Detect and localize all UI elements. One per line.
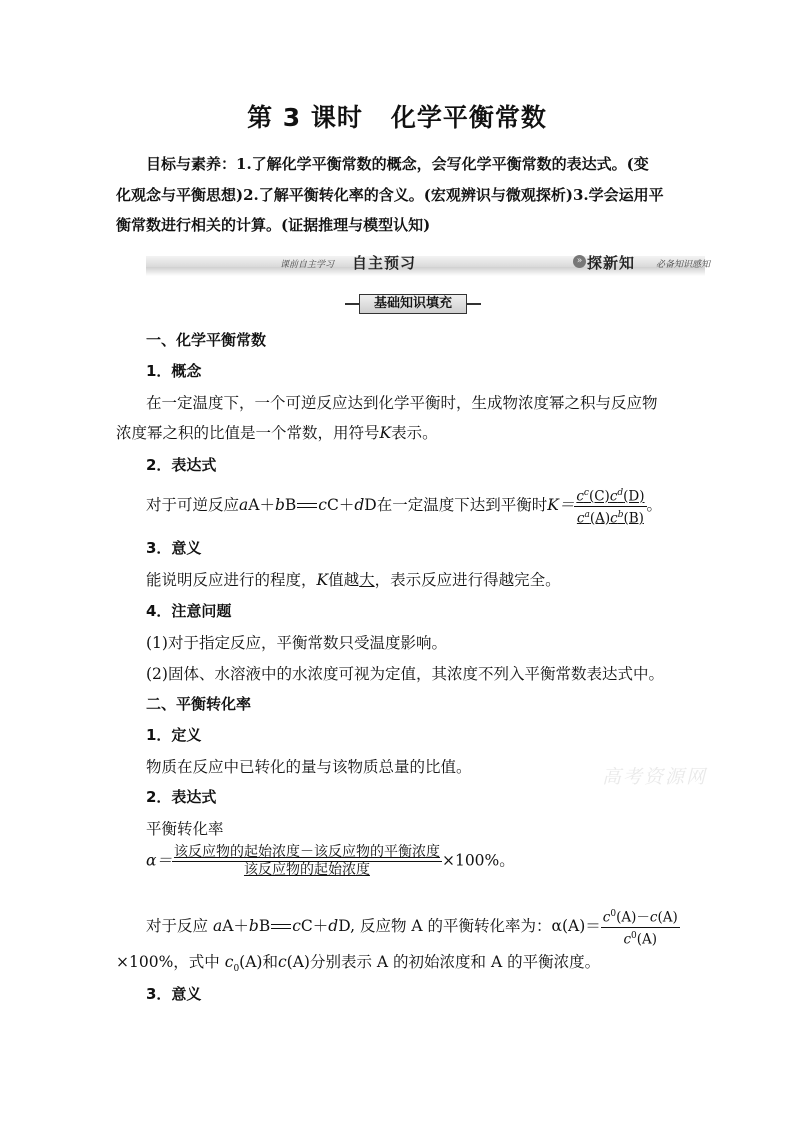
note-2: (2)固体、水溶液中的水浓度可视为定值，其浓度不列入平衡常数表达式中。 [146, 665, 664, 683]
k-symbol: K [379, 424, 392, 442]
expression-intro: 对于可逆反应 [146, 496, 240, 514]
meaning-text-a: 能说明反应进行的程度， [146, 571, 317, 589]
note-1: (1)对于指定反应，平衡常数只受温度影响。 [146, 634, 447, 652]
concept-text: 浓度幂之积的比值是一个常数，用符号 [116, 424, 380, 442]
watermark: 高考资源网 [602, 766, 708, 788]
continuation-a: ×100%，式中 [116, 953, 220, 971]
reaction-equation-2: aA＋bB cC＋dD [212, 917, 351, 935]
fill-label: 基础知识填充 [359, 294, 467, 314]
conversion-formula [146, 844, 515, 879]
section-banner [146, 254, 711, 278]
expression-condition: 在一定温度下达到平衡时 [376, 496, 548, 514]
banner-title-1: 自主预习 [352, 254, 417, 272]
example-line [146, 906, 680, 948]
fraction-numerator: 该反应物的起始浓度－该反应物的平衡浓度 [173, 844, 440, 860]
expression-heading: 2．表达式 [146, 456, 217, 474]
fraction-denominator: 该反应物的起始浓度 [243, 862, 370, 878]
fill-label-box [345, 294, 481, 314]
banner-arrow-icon: » [573, 255, 586, 268]
concept-end: 表示。 [391, 424, 438, 442]
definition-text: 物质在反应中已转化的量与该物质总量的比值。 [146, 758, 472, 776]
reaction-equation: aA＋bB cC＋dD [239, 496, 377, 514]
concept-heading: 1．概念 [146, 362, 202, 380]
objectives-line-3: 衡常数进行相关的计算。(证据推理与模型认知) [116, 216, 431, 234]
k-symbol-2: K [316, 571, 329, 589]
conversion-meaning-heading: 3．意义 [146, 985, 202, 1003]
meaning-text-c: ，表示反应进行得越完全。 [374, 571, 561, 589]
conversion-fraction [172, 844, 442, 879]
conversion-label: 平衡转化率 [146, 820, 224, 838]
k-fraction: $\frac{c^c(C)c^d(D)}{c^a(A)c^b(B)}$ [574, 485, 646, 527]
objectives-line-2: 化观念与平衡思想)2.了解平衡转化率的含义。(宏观辨识与微观探析)3.学会运用平 [116, 186, 664, 204]
meaning-text-b: 值越 [328, 571, 360, 589]
alpha-a-fraction: $\frac{c^0(A)-c(A)}{c^0(A)}$ [601, 906, 680, 948]
meaning-fill: 大 [359, 571, 375, 589]
notes-heading: 4．注意问题 [146, 602, 232, 620]
concept-line-1: 在一定温度下，一个可逆反应达到化学平衡时，生成物浓度幂之积与反应物 [146, 394, 658, 412]
conversion-expression-heading: 2．表达式 [146, 788, 217, 806]
percent-suffix: ×100%。 [441, 851, 515, 870]
alpha-a-equals: α(A)＝ [551, 917, 601, 935]
banner-left-note: 课前自主学习 [280, 260, 335, 270]
example-intro: 对于反应 [146, 917, 209, 935]
banner-title-2: 探新知 [587, 254, 636, 272]
lesson-title: 化学平衡常数 [390, 103, 547, 132]
section-2-heading: 二、平衡转化率 [146, 695, 252, 713]
continuation-c: 分别表示 A 的初始浓度和 A 的平衡浓度。 [309, 953, 601, 971]
example-text: , 反应物 A 的平衡转化率为： [350, 917, 552, 935]
continuation-b: 和 [262, 953, 278, 971]
concept-line-2 [116, 421, 438, 443]
example-continuation: ×100%，式中 $c_0(A)$和c(A)分别表示 A 的初始浓度和 A 的平衡浓度。 [116, 953, 601, 975]
alpha-equals: α＝ [146, 851, 172, 870]
banner-right-note: 必备知识感知 [656, 260, 711, 270]
expression-end: 。 [646, 496, 663, 514]
lesson-number: 第 3 课时 [247, 103, 363, 132]
expression-line [146, 485, 662, 527]
page-title [0, 98, 794, 134]
definition-heading: 1．定义 [146, 726, 202, 744]
k-equals: K＝ [547, 496, 575, 514]
meaning-heading: 3．意义 [146, 539, 202, 557]
objectives-line-1: 目标与素养：1.了解化学平衡常数的概念，会写化学平衡常数的表达式。(变 [146, 155, 649, 173]
section-1-heading: 一、化学平衡常数 [146, 331, 267, 349]
meaning-line [146, 568, 561, 590]
